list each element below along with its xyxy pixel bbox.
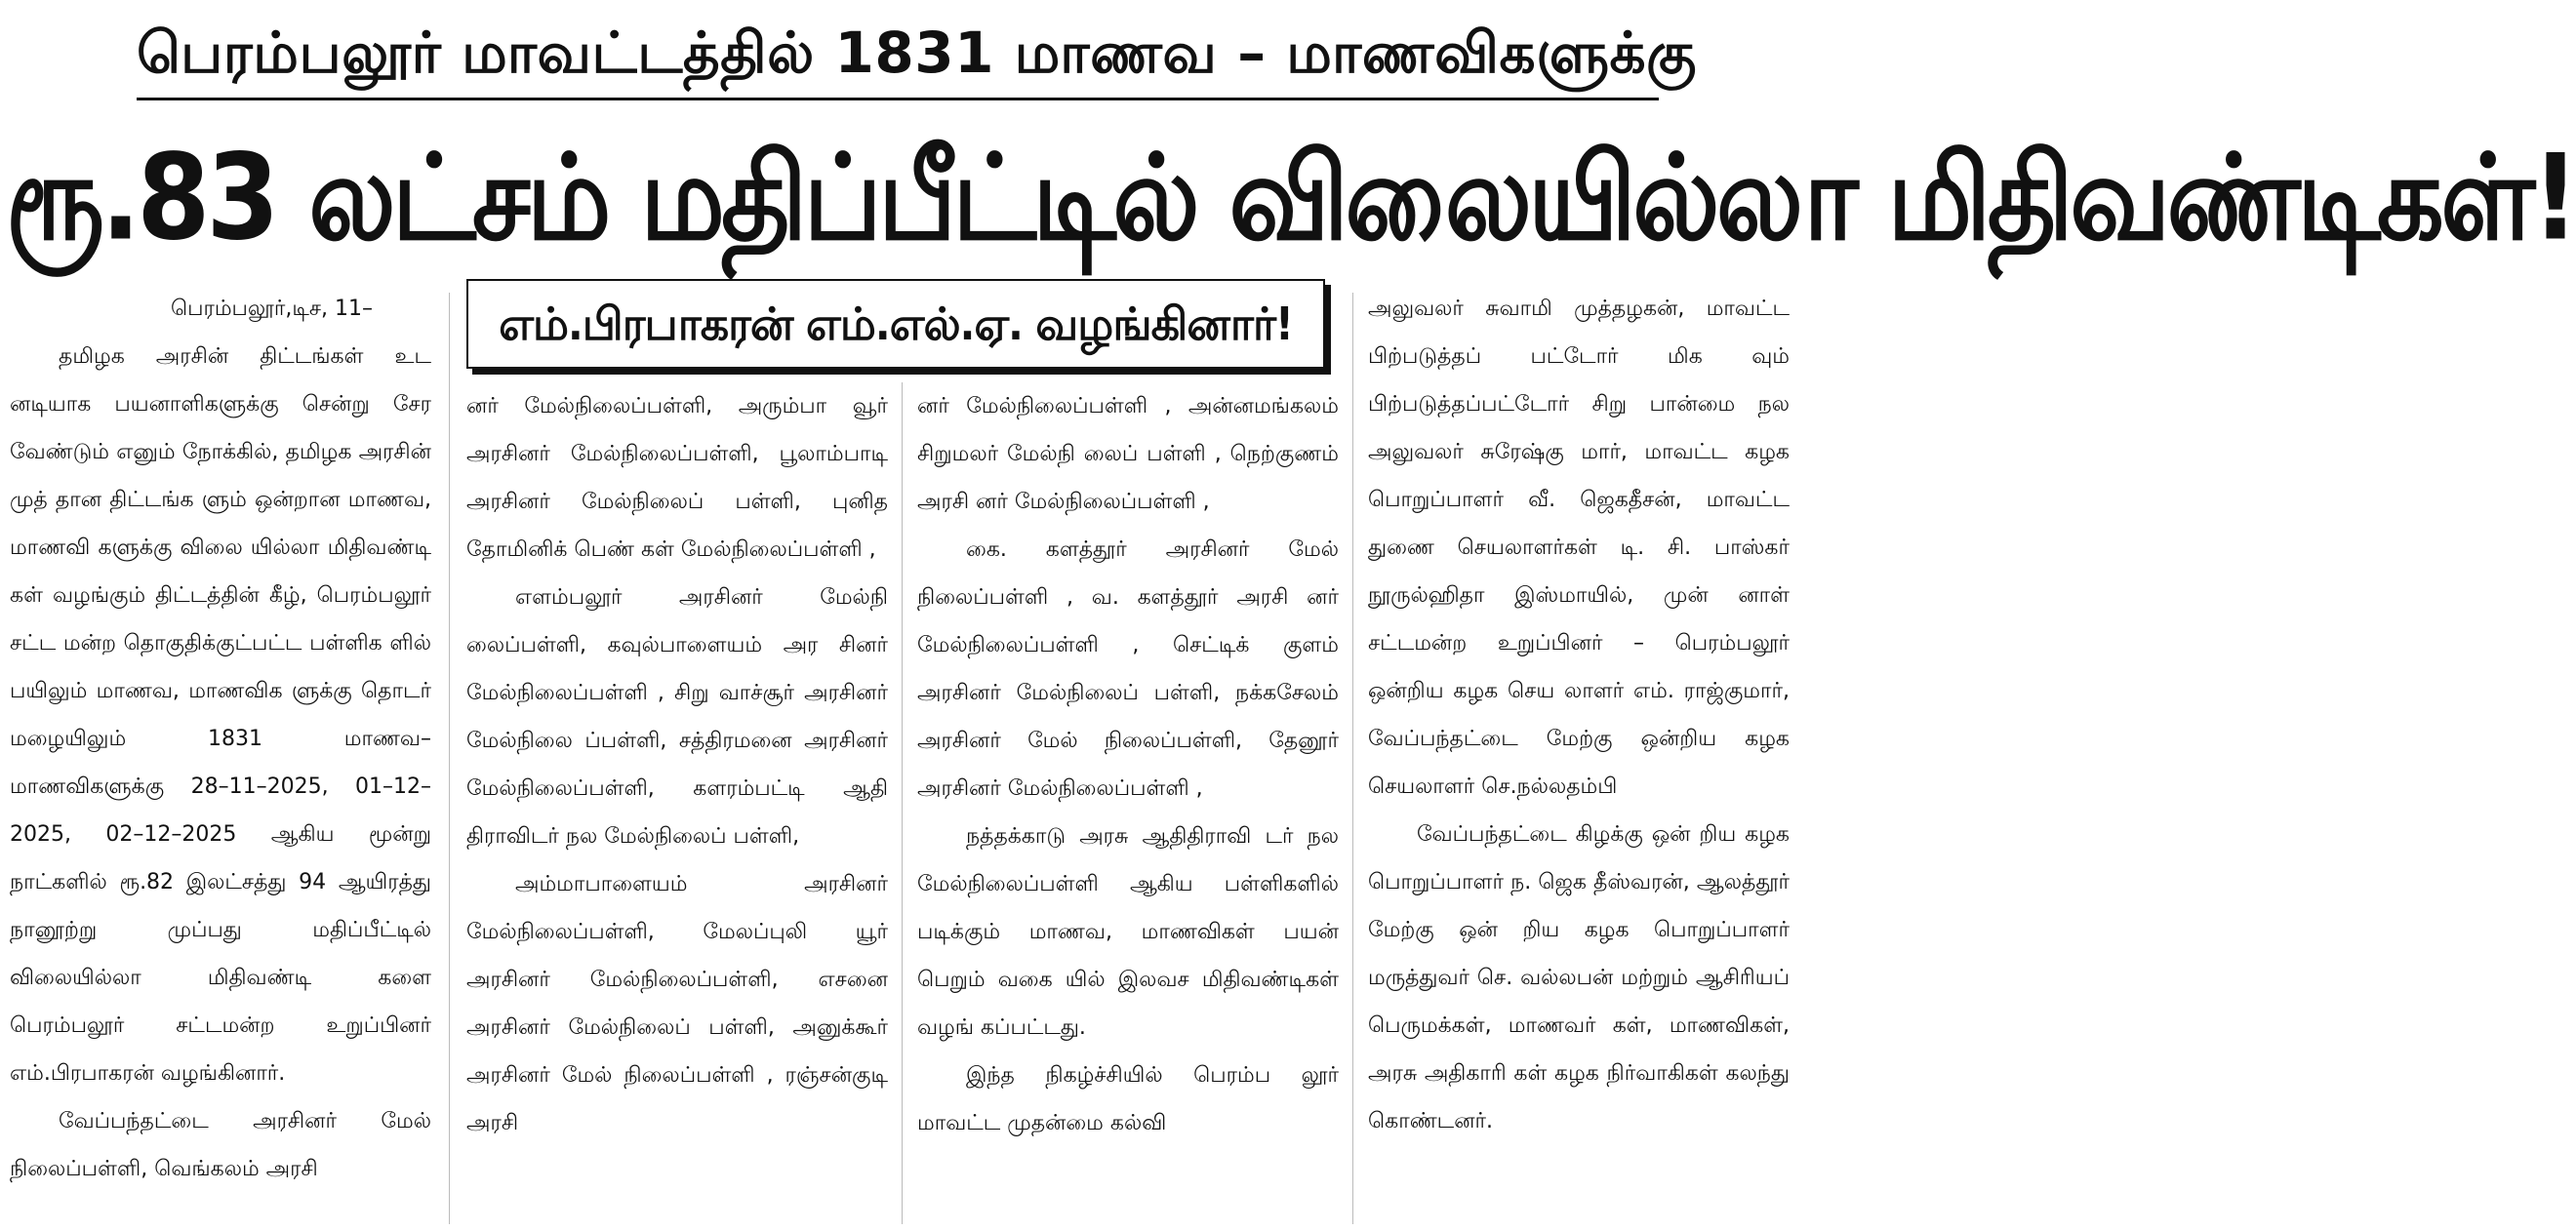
paragraph: வேப்பந்தட்டை அரசினர் மேல் நிலைப்பள்ளி, வெங்கலம் அரசி <box>10 1109 431 1181</box>
dateline: பெரம்பலூர்,டிச, 11– <box>170 297 373 321</box>
article-column-2 <box>466 382 888 1226</box>
paragraph: னர் மேல்நிலைப்பள்ளி , அன்னமங்கலம் சிறுமலர் மேல்நி லைப் பள்ளி , நெற்குணம் அரசி னர் மேல்நிலைப்பள்ளி , <box>917 394 1339 514</box>
kicker-underline <box>137 98 1659 100</box>
paragraph: வேப்பந்தட்டை கிழக்கு ஒன் றிய கழக பொறுப்பாளர் ந. ஜெக தீஸ்வரன், ஆலத்தூர் மேற்கு ஒன் றிய கழக பொறுப்பாளர் மருத்துவர் செ. வல்லபன் மற்றும் ஆசிரியப் பெருமக்கள், மாணவர் கள், மாணவிகள், அரசு அதிகாரி கள் கழக நிர்வாகிகள் கலந்து கொண்டனர். <box>1368 822 1790 1133</box>
column-divider <box>902 382 903 1224</box>
paragraph: கை. களத்தூர் அரசினர் மேல் நிலைப்பள்ளி , வ. களத்தூர் அரசி னர் மேல்நிலைப்பள்ளி , செட்டிக் குளம் அரசினர் மேல்நிலைப் பள்ளி, நக்கசேலம் அரசினர் மேல் நிலைப்பள்ளி, தேனூர் அரசினர் மேல்நிலைப்பள்ளி , <box>917 537 1339 801</box>
subheadline-box <box>466 279 1325 369</box>
paragraph: னர் மேல்நிலைப்பள்ளி, அரும்பா வூர் அரசினர் மேல்நிலைப்பள்ளி, பூலாம்பாடி அரசினர் மேல்நிலைப் பள்ளி, புனித தோமினிக் பெண் கள் மேல்நிலைப்பள்ளி , <box>466 394 888 562</box>
paragraph: இந்த நிகழ்ச்சியில் பெரம்ப லூர் மாவட்ட முதன்மை கல்வி <box>917 1063 1339 1135</box>
article-column-3 <box>917 382 1339 1226</box>
article-column-1 <box>10 285 431 1226</box>
kicker-headline: பெரம்பலூர் மாவட்டத்தில் 1831 மாணவ – மாணவிகளுக்கு <box>137 20 1697 86</box>
paragraph: தமிழக அரசின் திட்டங்கள் உட னடியாக பயனாளிகளுக்கு சென்று சேர வேண்டும் எனும் நோக்கில், தமிழக அரசின் முத் தான திட்டங்க ளும் ஒன்றான மாணவ, மாணவி களுக்கு விலை யில்லா மிதிவண்டி கள் வழங்கும் திட்டத்தின் கீழ், பெரம்பலூர் சட்ட மன்ற தொகுதிக்குட்பட்ட பள்ளிக ளில் பயிலும் மாணவ, மாணவிக ளுக்கு தொடர் மழையிலும் 1831 மாணவ– மாணவிகளுக்கு 28–11–2025, 01–12–2025, 02–12–2025 ஆகிய மூன்று நாட்களில் ரூ.82 இலட்சத்து 94 ஆயிரத்து நானூற்று முப்பது மதிப்பீட்டில் விலையில்லா மிதிவண்டி களை பெரம்பலூர் சட்டமன்ற உறுப்பினர் எம்.பிரபாகரன் வழங்கினார். <box>10 344 431 1086</box>
article-column-4 <box>1368 285 1790 1226</box>
paragraph: எளம்பலூர் அரசினர் மேல்நி லைப்பள்ளி, கவுல்பாளையம் அர சினர் மேல்நிலைப்பள்ளி , சிறு வாச்சூர் அரசினர் மேல்நிலை ப்பள்ளி, சத்திரமனை அரசினர் மேல்நிலைப்பள்ளி, களரம்பட்டி ஆதி திராவிடர் நல மேல்நிலைப் பள்ளி, <box>466 585 888 849</box>
subheadline: எம்.பிரபாகரன் எம்.எல்.ஏ. வழங்கினார்! <box>499 298 1293 350</box>
paragraph: அலுவலர் சுவாமி முத்தழகன், மாவட்ட பிற்படுத்தப் பட்டோர் மிக வும் பிற்படுத்தப்பட்டோர் சிறு பான்மை நல அலுவலர் சுரேஷ்கு மார், மாவட்ட கழக பொறுப்பாளர் வீ. ஜெகதீசன், மாவட்ட துணை செயலாளர்கள் டி. சி. பாஸ்கர் நூருல்ஹிதா இஸ்மாயில், முன் னாள் சட்டமன்ற உறுப்பினர் – பெரம்பலூர் ஒன்றிய கழக செய லாளர் எம். ராஜ்குமார், வேப்பந்தட்டை மேற்கு ஒன்றிய கழக செயலாளர் செ.நல்லதம்பி <box>1368 297 1790 799</box>
main-headline: ரூ.83 லட்சம் மதிப்பீட்டில் விலையில்லா மிதிவண்டிகள்! <box>6 130 2576 267</box>
column-divider <box>449 293 450 1224</box>
paragraph: அம்மாபாளையம் அரசினர் மேல்நிலைப்பள்ளி, மேலப்புலி யூர் அரசினர் மேல்நிலைப்பள்ளி, எசனை அரசினர் மேல்நிலைப் பள்ளி, அனுக்கூர் அரசினர் மேல் நிலைப்பள்ளி , ரஞ்சன்குடி அரசி <box>466 872 888 1135</box>
paragraph: நத்தக்காடு அரசு ஆதிதிராவி டர் நல மேல்நிலைப்பள்ளி ஆகிய பள்ளிகளில் படிக்கும் மாணவ, மாணவிகள் பயன் பெறும் வகை யில் இலவச மிதிவண்டிகள் வழங் கப்பட்டது. <box>917 824 1339 1040</box>
column-divider <box>1352 293 1353 1224</box>
